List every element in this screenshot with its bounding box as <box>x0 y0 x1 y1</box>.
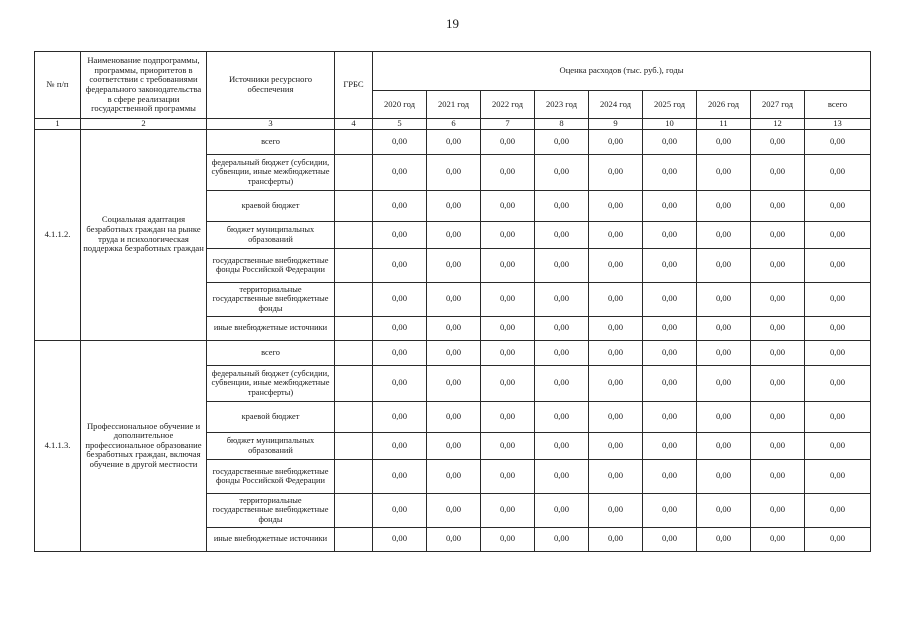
value-cell: 0,00 <box>373 154 427 190</box>
value-cell: 0,00 <box>589 340 643 365</box>
funding-source: территориальные государственные внебюджетные фонды <box>207 282 335 316</box>
value-cell: 0,00 <box>805 154 871 190</box>
funding-source: бюджет муниципальных образований <box>207 221 335 248</box>
value-cell: 0,00 <box>589 221 643 248</box>
value-cell: 0,00 <box>697 340 751 365</box>
value-cell: 0,00 <box>427 459 481 493</box>
value-cell: 0,00 <box>481 401 535 432</box>
value-cell: 0,00 <box>427 365 481 401</box>
value-cell: 0,00 <box>589 282 643 316</box>
value-cell: 0,00 <box>643 282 697 316</box>
value-cell: 0,00 <box>697 493 751 527</box>
value-cell: 0,00 <box>427 129 481 154</box>
value-cell: 0,00 <box>535 190 589 221</box>
value-cell: 0,00 <box>427 340 481 365</box>
value-cell: 0,00 <box>643 365 697 401</box>
value-cell: 0,00 <box>751 459 805 493</box>
value-cell: 0,00 <box>805 365 871 401</box>
value-cell: 0,00 <box>535 493 589 527</box>
value-cell: 0,00 <box>427 527 481 551</box>
value-cell: 0,00 <box>751 401 805 432</box>
grbs-cell <box>335 340 373 365</box>
value-cell: 0,00 <box>589 459 643 493</box>
value-cell: 0,00 <box>589 493 643 527</box>
value-cell: 0,00 <box>643 221 697 248</box>
header-name: Наименование подпрограммы, программы, приоритетов в соответствии с требованиями федерального законодательства в сфере реализации государственной программы <box>81 52 207 119</box>
value-cell: 0,00 <box>643 154 697 190</box>
funding-source: федеральный бюджет (субсидии, субвенции, иные межбюджетные трансферты) <box>207 154 335 190</box>
value-cell: 0,00 <box>589 401 643 432</box>
value-cell: 0,00 <box>751 221 805 248</box>
grbs-cell <box>335 190 373 221</box>
header-estimate: Оценка расходов (тыс. руб.), годы <box>373 52 871 91</box>
value-cell: 0,00 <box>751 248 805 282</box>
value-cell: 0,00 <box>535 340 589 365</box>
funding-source: иные внебюджетные источники <box>207 316 335 340</box>
grbs-cell <box>335 248 373 282</box>
value-cell: 0,00 <box>373 221 427 248</box>
header-column-number: 1 <box>35 119 81 130</box>
header-column-number: 3 <box>207 119 335 130</box>
value-cell: 0,00 <box>481 316 535 340</box>
header-column-number: 6 <box>427 119 481 130</box>
value-cell: 0,00 <box>535 365 589 401</box>
funding-source: краевой бюджет <box>207 401 335 432</box>
value-cell: 0,00 <box>481 221 535 248</box>
value-cell: 0,00 <box>535 432 589 459</box>
value-cell: 0,00 <box>697 221 751 248</box>
value-cell: 0,00 <box>805 527 871 551</box>
value-cell: 0,00 <box>481 248 535 282</box>
value-cell: 0,00 <box>535 282 589 316</box>
value-cell: 0,00 <box>535 154 589 190</box>
value-cell: 0,00 <box>589 129 643 154</box>
value-cell: 0,00 <box>373 248 427 282</box>
header-column-number: 13 <box>805 119 871 130</box>
value-cell: 0,00 <box>481 340 535 365</box>
grbs-cell <box>335 316 373 340</box>
value-cell: 0,00 <box>481 365 535 401</box>
value-cell: 0,00 <box>481 129 535 154</box>
value-cell: 0,00 <box>805 248 871 282</box>
value-cell: 0,00 <box>751 282 805 316</box>
value-cell: 0,00 <box>805 493 871 527</box>
value-cell: 0,00 <box>373 527 427 551</box>
value-cell: 0,00 <box>643 129 697 154</box>
value-cell: 0,00 <box>643 432 697 459</box>
value-cell: 0,00 <box>805 340 871 365</box>
funding-source: краевой бюджет <box>207 190 335 221</box>
grbs-cell <box>335 365 373 401</box>
header-column-number: 11 <box>697 119 751 130</box>
value-cell: 0,00 <box>481 154 535 190</box>
value-cell: 0,00 <box>373 401 427 432</box>
budget-table <box>34 51 871 552</box>
header-column-number: 2 <box>81 119 207 130</box>
header-column-number: 12 <box>751 119 805 130</box>
grbs-cell <box>335 459 373 493</box>
value-cell: 0,00 <box>373 365 427 401</box>
funding-source: всего <box>207 129 335 154</box>
value-cell: 0,00 <box>643 248 697 282</box>
header-column-number: 8 <box>535 119 589 130</box>
header-column-number: 4 <box>335 119 373 130</box>
funding-source: всего <box>207 340 335 365</box>
header-year: 2024 год <box>589 91 643 119</box>
value-cell: 0,00 <box>643 316 697 340</box>
header-year: 2021 год <box>427 91 481 119</box>
grbs-cell <box>335 221 373 248</box>
value-cell: 0,00 <box>697 129 751 154</box>
section-name: Профессиональное обучение и дополнительное профессиональное образование безработных граждан, включая обучение в другой местности <box>81 340 207 551</box>
value-cell: 0,00 <box>427 282 481 316</box>
value-cell: 0,00 <box>481 282 535 316</box>
value-cell: 0,00 <box>373 316 427 340</box>
value-cell: 0,00 <box>751 432 805 459</box>
value-cell: 0,00 <box>589 190 643 221</box>
value-cell: 0,00 <box>481 459 535 493</box>
value-cell: 0,00 <box>535 401 589 432</box>
value-cell: 0,00 <box>589 365 643 401</box>
value-cell: 0,00 <box>643 401 697 432</box>
header-year: 2020 год <box>373 91 427 119</box>
header-column-numbers-row <box>35 119 871 130</box>
header-year: 2026 год <box>697 91 751 119</box>
funding-source: бюджет муниципальных образований <box>207 432 335 459</box>
header-sources: Источники ресурсного обеспечения <box>207 52 335 119</box>
value-cell: 0,00 <box>535 221 589 248</box>
value-cell: 0,00 <box>373 459 427 493</box>
grbs-cell <box>335 493 373 527</box>
value-cell: 0,00 <box>589 248 643 282</box>
value-cell: 0,00 <box>697 401 751 432</box>
value-cell: 0,00 <box>589 154 643 190</box>
value-cell: 0,00 <box>697 248 751 282</box>
value-cell: 0,00 <box>589 432 643 459</box>
value-cell: 0,00 <box>751 190 805 221</box>
value-cell: 0,00 <box>427 154 481 190</box>
value-cell: 0,00 <box>373 190 427 221</box>
header-column-number: 5 <box>373 119 427 130</box>
value-cell: 0,00 <box>697 190 751 221</box>
funding-source: иные внебюджетные источники <box>207 527 335 551</box>
value-cell: 0,00 <box>373 282 427 316</box>
value-cell: 0,00 <box>535 316 589 340</box>
section-code: 4.1.1.2. <box>35 129 81 340</box>
section-code: 4.1.1.3. <box>35 340 81 551</box>
value-cell: 0,00 <box>535 459 589 493</box>
value-cell: 0,00 <box>697 316 751 340</box>
value-cell: 0,00 <box>427 493 481 527</box>
header-column-number: 10 <box>643 119 697 130</box>
funding-source: государственные внебюджетные фонды Российской Федерации <box>207 248 335 282</box>
value-cell: 0,00 <box>427 316 481 340</box>
value-cell: 0,00 <box>805 129 871 154</box>
value-cell: 0,00 <box>481 190 535 221</box>
header-column-number: 9 <box>589 119 643 130</box>
section-name: Социальная адаптация безработных граждан на рынке труда и психологическая поддержка безработных граждан <box>81 129 207 340</box>
funding-source: государственные внебюджетные фонды Российской Федерации <box>207 459 335 493</box>
header-year: 2023 год <box>535 91 589 119</box>
value-cell: 0,00 <box>427 190 481 221</box>
value-cell: 0,00 <box>751 340 805 365</box>
header-year: 2027 год <box>751 91 805 119</box>
value-cell: 0,00 <box>697 527 751 551</box>
value-cell: 0,00 <box>805 401 871 432</box>
value-cell: 0,00 <box>805 282 871 316</box>
header-year: 2022 год <box>481 91 535 119</box>
header-row-1 <box>35 52 871 91</box>
value-cell: 0,00 <box>751 154 805 190</box>
funding-source: федеральный бюджет (субсидии, субвенции, иные межбюджетные трансферты) <box>207 365 335 401</box>
value-cell: 0,00 <box>805 432 871 459</box>
value-cell: 0,00 <box>805 316 871 340</box>
value-cell: 0,00 <box>751 365 805 401</box>
value-cell: 0,00 <box>697 432 751 459</box>
value-cell: 0,00 <box>427 248 481 282</box>
value-cell: 0,00 <box>481 527 535 551</box>
value-cell: 0,00 <box>427 221 481 248</box>
grbs-cell <box>335 282 373 316</box>
value-cell: 0,00 <box>427 432 481 459</box>
header-year: 2025 год <box>643 91 697 119</box>
grbs-cell <box>335 129 373 154</box>
value-cell: 0,00 <box>643 493 697 527</box>
value-cell: 0,00 <box>535 248 589 282</box>
value-cell: 0,00 <box>481 432 535 459</box>
value-cell: 0,00 <box>589 527 643 551</box>
value-cell: 0,00 <box>751 129 805 154</box>
value-cell: 0,00 <box>427 401 481 432</box>
value-cell: 0,00 <box>373 493 427 527</box>
value-cell: 0,00 <box>643 459 697 493</box>
table-row <box>35 340 871 365</box>
value-cell: 0,00 <box>589 316 643 340</box>
value-cell: 0,00 <box>643 527 697 551</box>
header-column-number: 7 <box>481 119 535 130</box>
value-cell: 0,00 <box>373 432 427 459</box>
funding-source: территориальные государственные внебюджетные фонды <box>207 493 335 527</box>
value-cell: 0,00 <box>805 190 871 221</box>
value-cell: 0,00 <box>751 527 805 551</box>
value-cell: 0,00 <box>751 316 805 340</box>
value-cell: 0,00 <box>697 365 751 401</box>
grbs-cell <box>335 527 373 551</box>
value-cell: 0,00 <box>805 221 871 248</box>
value-cell: 0,00 <box>373 129 427 154</box>
grbs-cell <box>335 432 373 459</box>
header-grbs: ГРБС <box>335 52 373 119</box>
grbs-cell <box>335 401 373 432</box>
value-cell: 0,00 <box>751 493 805 527</box>
header-num: № п/п <box>35 52 81 119</box>
value-cell: 0,00 <box>643 190 697 221</box>
value-cell: 0,00 <box>697 154 751 190</box>
table-row <box>35 129 871 154</box>
value-cell: 0,00 <box>643 340 697 365</box>
value-cell: 0,00 <box>535 129 589 154</box>
header-year: всего <box>805 91 871 119</box>
value-cell: 0,00 <box>805 459 871 493</box>
value-cell: 0,00 <box>697 282 751 316</box>
value-cell: 0,00 <box>535 527 589 551</box>
value-cell: 0,00 <box>373 340 427 365</box>
value-cell: 0,00 <box>697 459 751 493</box>
value-cell: 0,00 <box>481 493 535 527</box>
page-number: 19 <box>446 16 459 31</box>
grbs-cell <box>335 154 373 190</box>
